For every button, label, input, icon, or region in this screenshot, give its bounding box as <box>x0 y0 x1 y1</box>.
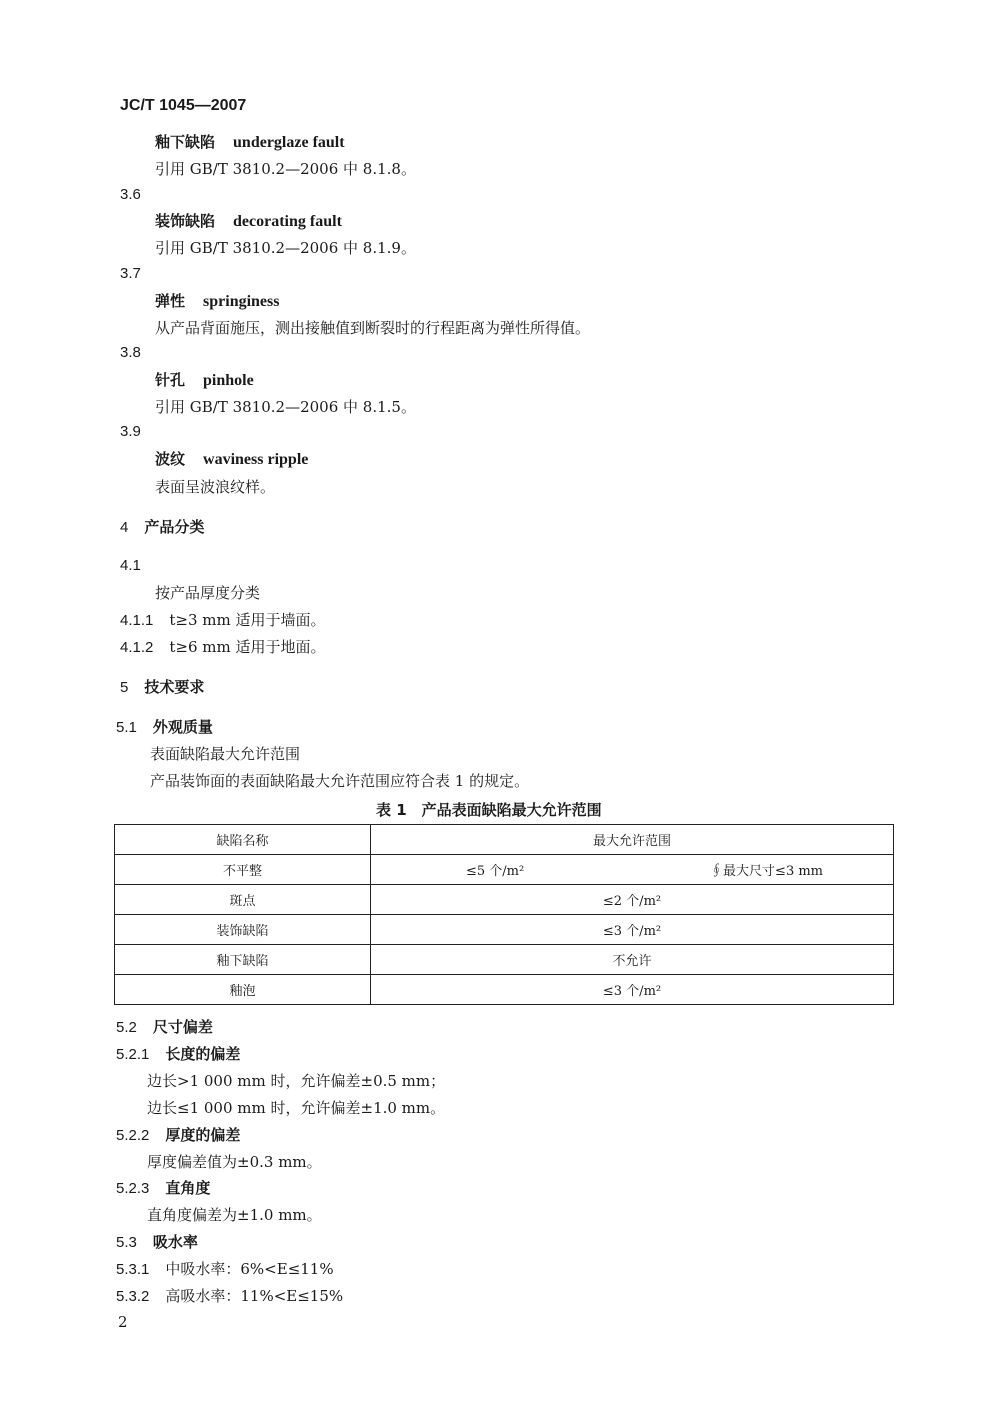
paragraph: 边长>1 000 mm 时，允许偏差±0.5 mm； <box>147 1072 446 1090</box>
section-heading <box>120 677 204 698</box>
subsection-title: 直角度 <box>165 1179 211 1197</box>
subsection-number: 5.2 <box>116 1019 137 1036</box>
paragraph: 厚度偏差值为±0.3 mm。 <box>147 1153 322 1171</box>
term-en: decorating fault <box>233 213 342 230</box>
subsection-heading <box>116 1125 240 1146</box>
term-desc: 引用 GB/T 3810.2—2006 中 8.1.8。 <box>155 160 416 178</box>
term-number: 3.8 <box>120 344 141 361</box>
term-desc: 从产品背面施压，测出接触值到断裂时的行程距离为弹性所得值。 <box>155 319 591 337</box>
subsection-number: 4.1 <box>120 557 141 574</box>
table-row <box>115 945 894 975</box>
page-number: 2 <box>118 1313 128 1331</box>
term-zh: 装饰缺陷 <box>155 212 216 230</box>
table-cell: ≤2 个/m² <box>371 885 894 915</box>
table-cell: 装饰缺陷 <box>115 915 371 945</box>
subsection-heading <box>116 1017 213 1038</box>
subsection-heading <box>116 1178 210 1199</box>
item-text: 中吸水率：6%<E≤11% <box>165 1260 334 1278</box>
list-item <box>116 1259 334 1280</box>
term-en: pinhole <box>203 372 254 389</box>
table-row <box>115 885 894 915</box>
subsection-title: 长度的偏差 <box>165 1045 241 1063</box>
term-title <box>155 211 342 232</box>
item-number: 4.1.1 <box>120 612 154 629</box>
subsection-title: 吸水率 <box>152 1233 198 1251</box>
defects-table <box>114 824 894 1005</box>
table-cell: 斑点 <box>115 885 371 915</box>
section-title: 技术要求 <box>144 678 205 696</box>
subsection-number: 5.2.3 <box>116 1180 150 1197</box>
subsection-number: 5.2.1 <box>116 1046 150 1063</box>
item-number: 4.1.2 <box>120 639 154 656</box>
item-text: t≥3 mm 适用于墙面。 <box>169 611 326 629</box>
paragraph: 表面缺陷最大允许范围 <box>150 745 301 763</box>
term-zh: 针孔 <box>155 371 186 389</box>
standard-id: JC/T 1045—2007 <box>120 97 247 114</box>
term-title <box>155 291 279 312</box>
term-number: 3.7 <box>120 265 141 282</box>
list-item <box>116 1286 343 1307</box>
term-title <box>155 132 345 153</box>
subsection-number: 5.1 <box>116 719 137 736</box>
table-cell <box>371 855 894 885</box>
section-title: 产品分类 <box>144 518 205 536</box>
item-text: t≥6 mm 适用于地面。 <box>169 638 326 656</box>
table-cell: ≤3 个/m² <box>371 975 894 1005</box>
subsection-title: 厚度的偏差 <box>165 1126 241 1144</box>
subsection-title: 尺寸偏差 <box>152 1018 213 1036</box>
table-header-cell: 缺陷名称 <box>115 825 371 855</box>
term-en: underglaze fault <box>233 134 345 151</box>
table-cell: 釉泡 <box>115 975 371 1005</box>
term-desc: 引用 GB/T 3810.2—2006 中 8.1.9。 <box>155 239 416 257</box>
item-number: 5.3.1 <box>116 1261 150 1278</box>
term-en: waviness ripple <box>203 451 309 468</box>
section-heading <box>120 517 204 538</box>
section-number: 4 <box>120 519 129 536</box>
term-desc: 引用 GB/T 3810.2—2006 中 8.1.5。 <box>155 398 416 416</box>
term-title <box>155 370 254 391</box>
subsection-text: 按产品厚度分类 <box>155 584 261 602</box>
term-zh: 釉下缺陷 <box>155 133 216 151</box>
list-item <box>120 637 326 658</box>
term-number: 3.6 <box>120 186 141 203</box>
item-text: 高吸水率：11%<E≤15% <box>165 1287 344 1305</box>
table-row <box>115 855 894 885</box>
table-caption: 表 1 产品表面缺陷最大允许范围 <box>376 801 602 819</box>
term-zh: 弹性 <box>155 292 186 310</box>
subsection-title: 外观质量 <box>152 718 213 736</box>
subsection-heading <box>116 1232 198 1253</box>
cell-extra: ∮最大尺寸≤3 mm <box>710 864 823 879</box>
cell-value: ≤5 个/m² <box>466 864 525 879</box>
section-number: 5 <box>120 679 129 696</box>
term-title <box>155 449 308 470</box>
subsection-heading <box>116 1044 240 1065</box>
paragraph: 直角度偏差为±1.0 mm。 <box>147 1206 322 1224</box>
table-cell: 釉下缺陷 <box>115 945 371 975</box>
term-desc: 表面呈波浪纹样。 <box>155 478 276 496</box>
table-row <box>115 975 894 1005</box>
table-cell: 不平整 <box>115 855 371 885</box>
paragraph: 边长≤1 000 mm 时，允许偏差±1.0 mm。 <box>147 1099 446 1117</box>
subsection-number: 5.2.2 <box>116 1127 150 1144</box>
table-header-row <box>115 825 894 855</box>
item-number: 5.3.2 <box>116 1288 150 1305</box>
table-cell: 不允许 <box>371 945 894 975</box>
table-cell: ≤3 个/m² <box>371 915 894 945</box>
table-header-cell: 最大允许范围 <box>371 825 894 855</box>
subsection-heading <box>116 717 213 738</box>
term-number: 3.9 <box>120 423 141 440</box>
term-zh: 波纹 <box>155 450 186 468</box>
paragraph: 产品装饰面的表面缺陷最大允许范围应符合表 1 的规定。 <box>150 772 530 790</box>
subsection-number: 5.3 <box>116 1234 137 1251</box>
table-row <box>115 915 894 945</box>
list-item <box>120 610 326 631</box>
term-en: springiness <box>203 293 280 310</box>
